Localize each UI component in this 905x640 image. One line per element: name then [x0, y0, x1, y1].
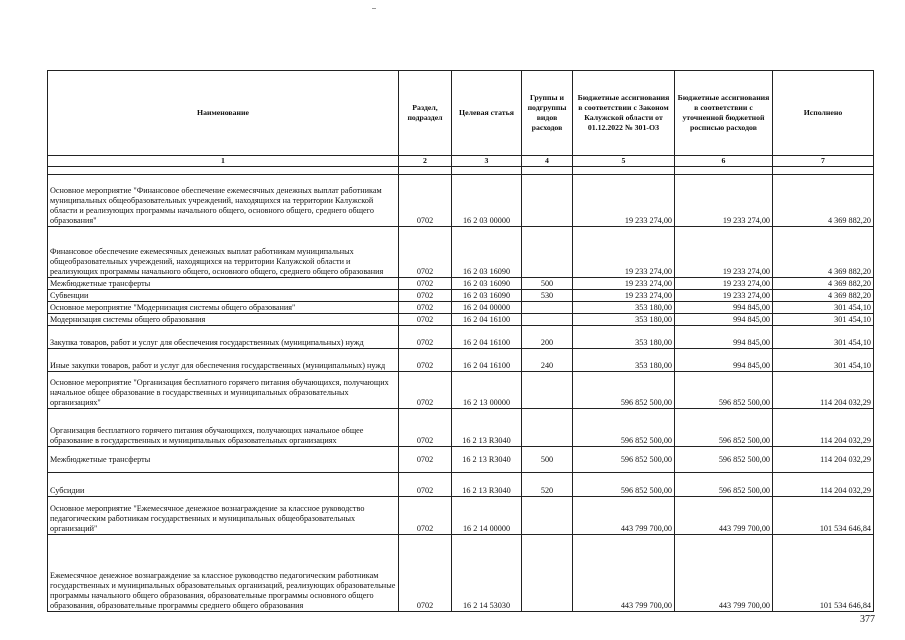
table-row	[48, 447, 874, 473]
row-group: 530	[522, 290, 573, 302]
header-section: Раздел, подраздел	[399, 71, 452, 156]
header-refined-allocation: Бюджетные ассигнования в соответствии с уточненной бюджетной росписью расходов	[675, 71, 773, 156]
row-executed: 101 534 646,84	[773, 535, 874, 612]
row-section: 0702	[399, 314, 452, 326]
row-executed: 114 204 032,29	[773, 447, 874, 473]
row-name: Основное мероприятие "Финансовое обеспечение ежемесячных денежных выплат работникам муниципальных общеобразовательных учреждений, находящихся на территории Калужской области и реализующих программы начального общего, основного общего, среднего общего образования"	[48, 175, 399, 227]
header-article: Целевая статья	[452, 71, 522, 156]
row-article: 16 2 04 16100	[452, 349, 522, 372]
row-refined-allocation: 596 852 500,00	[675, 447, 773, 473]
column-number: 4	[522, 156, 573, 167]
row-law-allocation: 19 233 274,00	[573, 278, 675, 290]
scan-mark	[372, 8, 376, 9]
row-refined-allocation: 994 845,00	[675, 314, 773, 326]
column-number: 1	[48, 156, 399, 167]
header-row	[48, 71, 874, 156]
row-refined-allocation: 596 852 500,00	[675, 372, 773, 409]
row-law-allocation: 596 852 500,00	[573, 409, 675, 447]
row-name: Субвенции	[48, 290, 399, 302]
row-executed: 301 454,10	[773, 326, 874, 349]
row-name: Финансовое обеспечение ежемесячных денежных выплат работникам муниципальных общеобразовательных учреждений, находящихся на территории Калужской области и реализующих программы начального общего, основного общего, среднего общего образования	[48, 227, 399, 278]
row-law-allocation: 353 180,00	[573, 326, 675, 349]
row-group: 240	[522, 349, 573, 372]
row-name: Модернизация системы общего образования	[48, 314, 399, 326]
row-law-allocation: 19 233 274,00	[573, 227, 675, 278]
row-refined-allocation: 19 233 274,00	[675, 278, 773, 290]
row-executed: 114 204 032,29	[773, 473, 874, 497]
row-article: 16 2 03 16090	[452, 227, 522, 278]
page-number: 377	[860, 614, 875, 625]
table-row	[48, 227, 874, 278]
row-executed: 101 534 646,84	[773, 497, 874, 535]
row-section: 0702	[399, 290, 452, 302]
row-refined-allocation: 994 845,00	[675, 349, 773, 372]
row-section: 0702	[399, 409, 452, 447]
row-executed: 114 204 032,29	[773, 372, 874, 409]
row-article: 16 2 13 00000	[452, 372, 522, 409]
row-name: Основное мероприятие "Модернизация системы общего образования"	[48, 302, 399, 314]
row-article: 16 2 04 16100	[452, 314, 522, 326]
header-executed: Исполнено	[773, 71, 874, 156]
row-section: 0702	[399, 372, 452, 409]
row-refined-allocation: 19 233 274,00	[675, 290, 773, 302]
row-group	[522, 314, 573, 326]
column-number: 3	[452, 156, 522, 167]
table-row	[48, 349, 874, 372]
row-refined-allocation: 443 799 700,00	[675, 497, 773, 535]
row-executed: 301 454,10	[773, 302, 874, 314]
row-law-allocation: 353 180,00	[573, 349, 675, 372]
header-name: Наименование	[48, 71, 399, 156]
row-executed: 114 204 032,29	[773, 409, 874, 447]
row-law-allocation: 353 180,00	[573, 302, 675, 314]
row-refined-allocation: 596 852 500,00	[675, 409, 773, 447]
row-name: Ежемесячное денежное вознаграждение за классное руководство педагогическим работникам государственных и муниципальных образовательных организаций, реализующих образовательные программы начального общего образования, образовательные программы основного общего образования, образовательные программы среднего общего образования	[48, 535, 399, 612]
row-group	[522, 372, 573, 409]
table-row	[48, 326, 874, 349]
row-law-allocation: 353 180,00	[573, 314, 675, 326]
row-section: 0702	[399, 175, 452, 227]
row-article: 16 2 03 00000	[452, 175, 522, 227]
row-article: 16 2 04 00000	[452, 302, 522, 314]
row-group	[522, 409, 573, 447]
table-row	[48, 372, 874, 409]
row-law-allocation: 443 799 700,00	[573, 497, 675, 535]
row-article: 16 2 14 00000	[452, 497, 522, 535]
row-section: 0702	[399, 497, 452, 535]
row-group	[522, 497, 573, 535]
column-number: 5	[573, 156, 675, 167]
column-number: 2	[399, 156, 452, 167]
row-name: Межбюджетные трансферты	[48, 447, 399, 473]
header-group: Группы и подгруппы видов расходов	[522, 71, 573, 156]
row-article: 16 2 03 16090	[452, 278, 522, 290]
row-law-allocation: 443 799 700,00	[573, 535, 675, 612]
row-refined-allocation: 443 799 700,00	[675, 535, 773, 612]
row-section: 0702	[399, 535, 452, 612]
row-name: Закупка товаров, работ и услуг для обеспечения государственных (муниципальных) нужд	[48, 326, 399, 349]
column-number: 7	[773, 156, 874, 167]
row-name: Субсидии	[48, 473, 399, 497]
row-group	[522, 302, 573, 314]
row-group: 520	[522, 473, 573, 497]
row-refined-allocation: 19 233 274,00	[675, 227, 773, 278]
row-refined-allocation: 596 852 500,00	[675, 473, 773, 497]
table-row	[48, 409, 874, 447]
table-row	[48, 473, 874, 497]
row-article: 16 2 14 53030	[452, 535, 522, 612]
table-row	[48, 497, 874, 535]
row-section: 0702	[399, 227, 452, 278]
row-law-allocation: 596 852 500,00	[573, 473, 675, 497]
row-section: 0702	[399, 278, 452, 290]
row-law-allocation: 19 233 274,00	[573, 290, 675, 302]
row-group: 500	[522, 447, 573, 473]
row-article: 16 2 03 16090	[452, 290, 522, 302]
table-row	[48, 535, 874, 612]
row-executed: 301 454,10	[773, 314, 874, 326]
budget-table	[47, 70, 874, 612]
row-executed: 4 369 882,20	[773, 227, 874, 278]
row-article: 16 2 13 R3040	[452, 409, 522, 447]
row-executed: 4 369 882,20	[773, 175, 874, 227]
row-group	[522, 227, 573, 278]
spacer-row	[48, 167, 874, 175]
row-refined-allocation: 19 233 274,00	[675, 175, 773, 227]
row-section: 0702	[399, 349, 452, 372]
row-section: 0702	[399, 302, 452, 314]
row-article: 16 2 13 R3040	[452, 473, 522, 497]
column-number-row	[48, 156, 874, 167]
row-law-allocation: 596 852 500,00	[573, 447, 675, 473]
table-row	[48, 314, 874, 326]
row-article: 16 2 13 R3040	[452, 447, 522, 473]
column-number: 6	[675, 156, 773, 167]
table-row	[48, 290, 874, 302]
row-refined-allocation: 994 845,00	[675, 302, 773, 314]
row-section: 0702	[399, 473, 452, 497]
row-name: Основное мероприятие "Ежемесячное денежное вознаграждение за классное руководство педагогическим работникам государственных и муниципальных общеобразовательных организаций"	[48, 497, 399, 535]
row-name: Иные закупки товаров, работ и услуг для обеспечения государственных (муниципальных) нужд	[48, 349, 399, 372]
row-group: 500	[522, 278, 573, 290]
table-row	[48, 175, 874, 227]
row-law-allocation: 596 852 500,00	[573, 372, 675, 409]
row-name: Основное мероприятие "Организация бесплатного горячего питания обучающихся, получающих начальное общее образование в государственных и муниципальных образовательных организациях"	[48, 372, 399, 409]
table-row	[48, 278, 874, 290]
row-group	[522, 175, 573, 227]
row-name: Межбюджетные трансферты	[48, 278, 399, 290]
row-section: 0702	[399, 326, 452, 349]
row-section: 0702	[399, 447, 452, 473]
row-executed: 4 369 882,20	[773, 278, 874, 290]
row-article: 16 2 04 16100	[452, 326, 522, 349]
row-executed: 301 454,10	[773, 349, 874, 372]
row-law-allocation: 19 233 274,00	[573, 175, 675, 227]
row-name: Организация бесплатного горячего питания обучающихся, получающих начальное общее образование в государственных и муниципальных образовательных организациях	[48, 409, 399, 447]
row-group	[522, 535, 573, 612]
header-law-allocation: Бюджетные ассигнования в соответствии с Законом Калужской области от 01.12.2022 № 301-ОЗ	[573, 71, 675, 156]
row-executed: 4 369 882,20	[773, 290, 874, 302]
row-refined-allocation: 994 845,00	[675, 326, 773, 349]
table-row	[48, 302, 874, 314]
row-group: 200	[522, 326, 573, 349]
